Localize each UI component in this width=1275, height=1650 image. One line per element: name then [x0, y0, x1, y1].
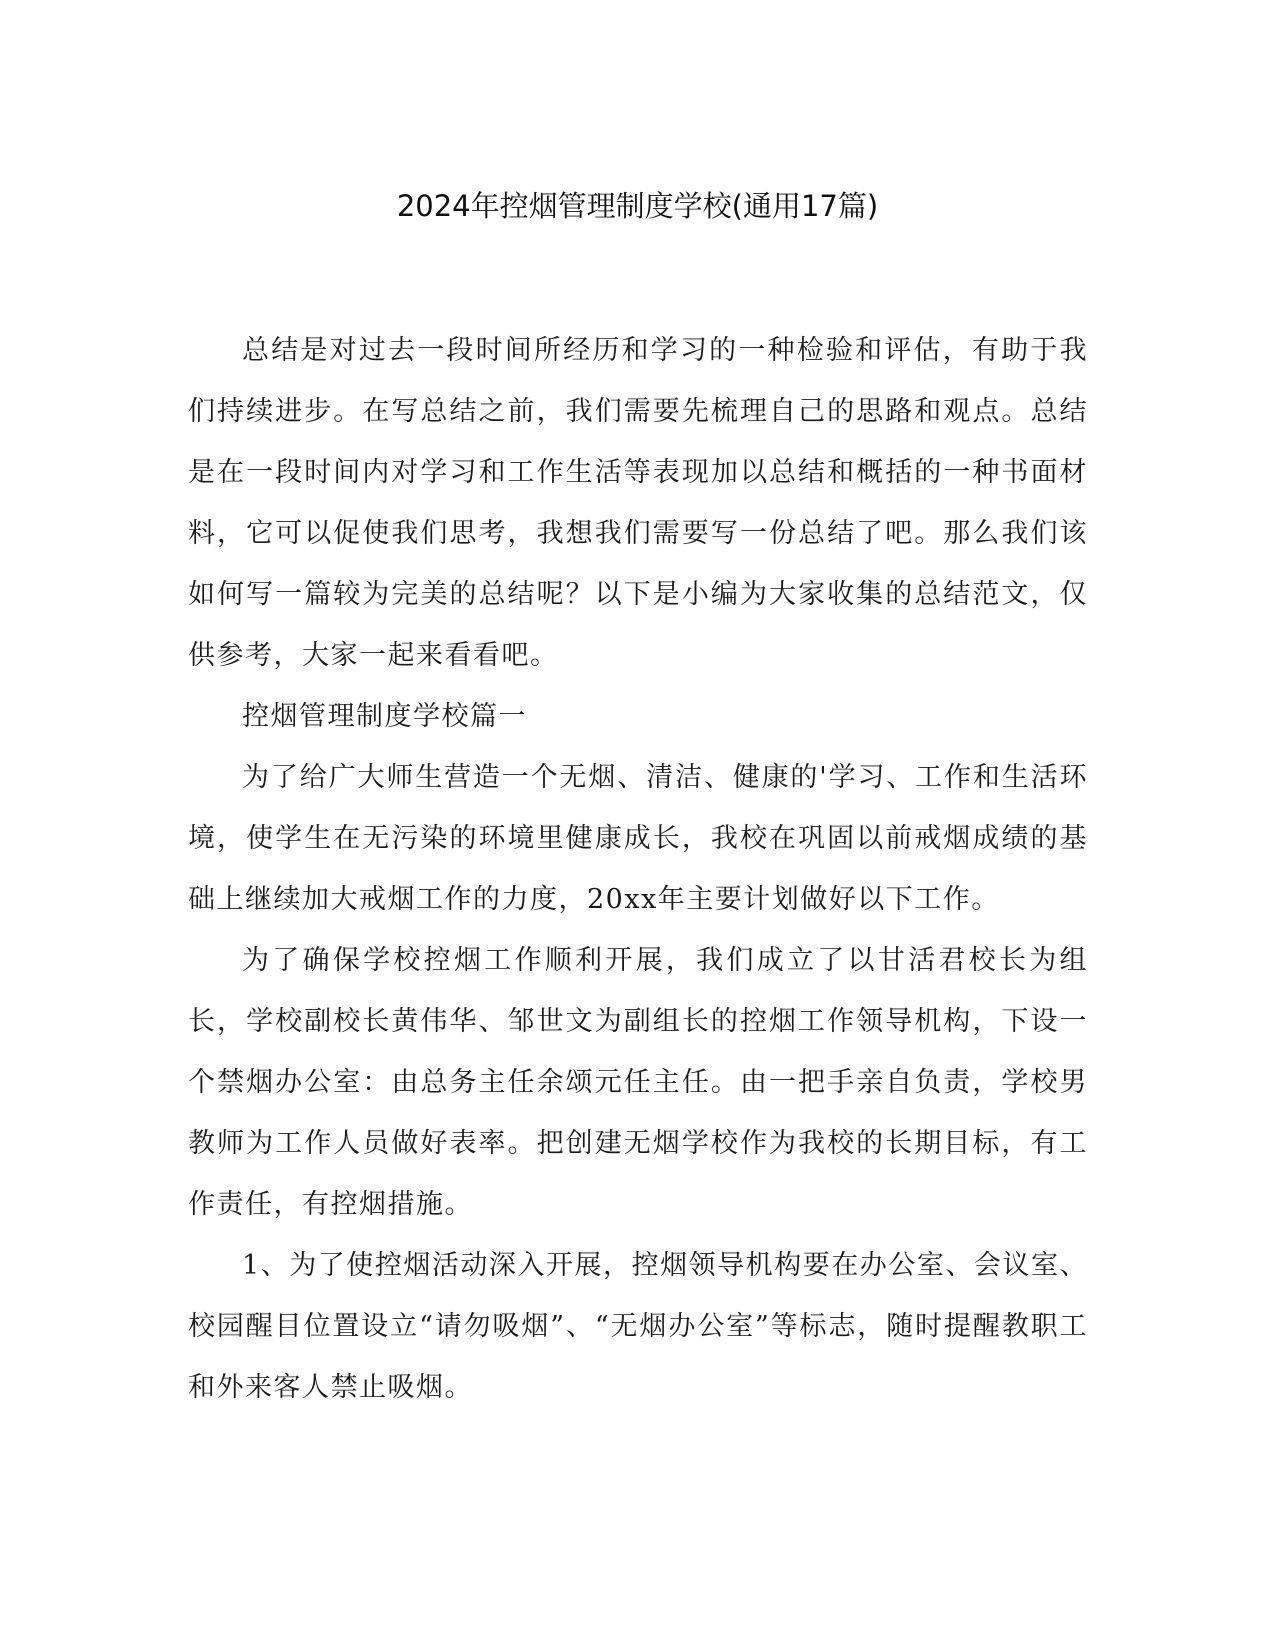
body-paragraph: 1、为了使控烟活动深入开展，控烟领导机构要在办公室、会议室、校园醒目位置设立“请勿吸烟”、“无烟办公室”等标志，随时提醒教职工和外来客人禁止吸烟。: [188, 1250, 1088, 1403]
document-body: [188, 320, 1088, 1418]
section-heading: 控烟管理制度学校篇一: [242, 701, 527, 732]
body-paragraph: 为了给广大师生营造一个无烟、清洁、健康的'学习、工作和生活环境，使学生在无污染的环境里健康成长，我校在巩固以前戒烟成绩的基础上继续加大戒烟工作的力度，20xx年主要计划做好以下工作。: [188, 762, 1088, 915]
body-paragraph: 为了确保学校控烟工作顺利开展，我们成立了以甘活君校长为组长，学校副校长黄伟华、邹世文为副组长的控烟工作领导机构，下设一个禁烟办公室：由总务主任余颂元任主任。由一把手亲自负责，学校男教师为工作人员做好表率。把创建无烟学校作为我校的长期目标，有工作责任，有控烟措施。: [188, 945, 1088, 1220]
intro-paragraph: 总结是对过去一段时间所经历和学习的一种检验和评估，有助于我们持续进步。在写总结之前，我们需要先梳理自己的思路和观点。总结是在一段时间内对学习和工作生活等表现加以总结和概括的一种书面材料，它可以促使我们思考，我想我们需要写一份总结了吧。那么我们该如何写一篇较为完美的总结呢？以下是小编为大家收集的总结范文，仅供参考，大家一起来看看吧。: [188, 335, 1088, 671]
page-title: 2024年控烟管理制度学校(通用17篇): [396, 189, 879, 223]
